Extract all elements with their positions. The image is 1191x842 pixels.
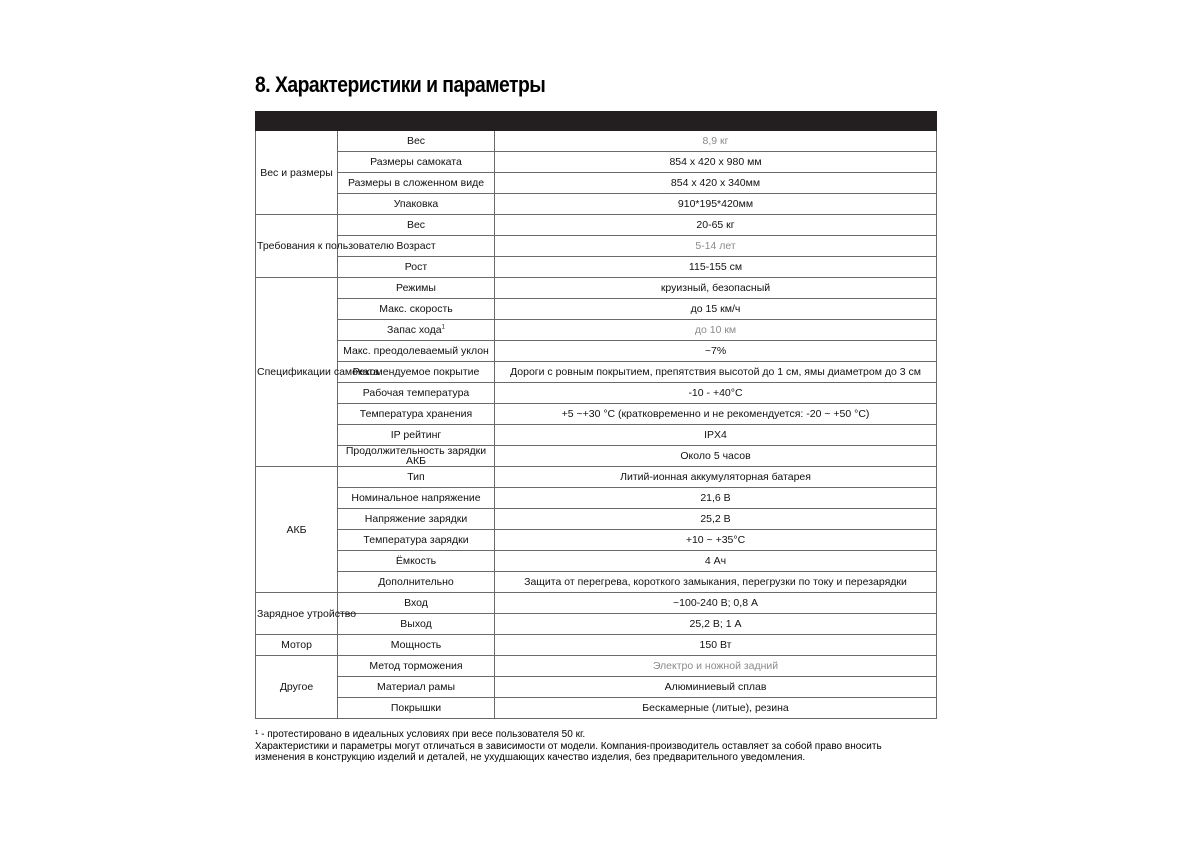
param-label: IP рейтинг [390,428,442,441]
param-label: Метод торможения [369,659,463,672]
table-row [256,635,937,656]
table-row [256,320,937,341]
table-row [256,530,937,551]
param-cell [338,530,495,551]
value-cell: 854 х 420 х 340мм [495,173,937,194]
table-row [256,425,937,446]
value-cell: 5-14 лет [495,236,937,257]
param-cell [338,362,495,383]
footnote-3: изменения в конструкцию изделий и деталей, не ухудшающих качество изделия, без предварительного уведомления. [255,752,806,763]
footnote-2: Характеристики и параметры могут отличаться в зависимости от модели. Компания-производитель оставляет за собой право вносить [255,740,882,752]
table-row [256,257,937,278]
param-label: Покрышки [390,701,442,714]
table-row [256,656,937,677]
param-cell [338,215,495,236]
param-cell [338,173,495,194]
param-label: Продолжительность зарядки АКБ [345,445,487,467]
param-label: Материал рамы [376,680,456,693]
param-cell [338,614,495,635]
table-row [256,173,937,194]
table-row [256,341,937,362]
value-cell: 854 х 420 х 980 мм [495,152,937,173]
value-cell: +5 ~+30 °C (кратковременно и не рекомендуется: -20 ~ +50 °C) [495,404,937,425]
param-cell [338,152,495,173]
param-label: Возраст [396,239,436,252]
param-cell [338,656,495,677]
value-cell: круизный, безопасный [495,278,937,299]
table-row [256,467,937,488]
group-label: Вес и размеры [256,131,338,215]
param-label: Размеры самоката [370,155,462,168]
param-cell [338,341,495,362]
table-row [256,383,937,404]
param-cell [338,425,495,446]
param-cell [338,698,495,719]
param-label: Напряжение зарядки [364,512,468,525]
param-label: Ёмкость [395,554,437,567]
group-label: Мотор [256,635,338,656]
param-cell [338,635,495,656]
table-row [256,278,937,299]
param-label: Макс. преодолеваемый уклон [343,344,489,357]
param-label: Мощность [390,638,442,651]
value-cell: 8,9 кг [495,131,937,152]
param-cell [338,572,495,593]
table-row [256,152,937,173]
table-row [256,131,937,152]
table-row [256,488,937,509]
table-row [256,299,937,320]
param-label: Тип [407,470,425,483]
param-cell [338,404,495,425]
group-label: Другое [256,656,338,719]
table-row [256,446,937,467]
footnote-1: ¹ - протестировано в идеальных условиях при весе пользователя 50 кг. [255,729,586,740]
param-label: Вход [404,596,428,609]
table-row [256,551,937,572]
value-cell: 21,6 В [495,488,937,509]
param-cell [338,131,495,152]
param-label: Рекомендуемое покрытие [352,365,480,378]
value-cell: 115-155 см [495,257,937,278]
param-label: Дополнительно [378,575,454,588]
table-row [256,362,937,383]
footnote-marker: 1 [441,324,445,330]
footnotes [255,729,955,764]
value-cell: ~100-240 В; 0,8 А [495,593,937,614]
page-title: 8. Характеристики и параметры [255,72,546,97]
value-cell: Дороги с ровным покрытием, препятствия высотой до 1 см, ямы диаметром до 3 см [495,362,937,383]
param-label: Температура хранения [359,407,473,420]
value-cell: 4 Ач [495,551,937,572]
header-cell-left [256,112,495,131]
param-label: Номинальное напряжение [351,491,481,504]
param-cell [338,446,495,467]
value-cell: Электро и ножной задний [495,656,937,677]
param-cell [338,677,495,698]
param-label: Рабочая температура [362,386,470,399]
value-cell: 25,2 В [495,509,937,530]
param-label: Запас хода [387,323,442,336]
group-label: Требования к пользователю [256,215,338,278]
value-cell: 20-65 кг [495,215,937,236]
value-cell: Около 5 часов [495,446,937,467]
value-cell: -10 - +40°C [495,383,937,404]
table-row [256,404,937,425]
table-row [256,698,937,719]
table-row [256,215,937,236]
param-cell [338,593,495,614]
param-label: Выход [400,617,432,630]
value-cell: IPX4 [495,425,937,446]
group-label: АКБ [256,467,338,593]
param-label: Упаковка [393,197,439,210]
param-cell [338,488,495,509]
table-row [256,614,937,635]
param-cell [338,257,495,278]
param-cell [338,467,495,488]
specs-table [255,111,937,719]
param-cell [338,383,495,404]
param-label: Макс. скорость [379,302,453,315]
value-cell: 910*195*420мм [495,194,937,215]
value-cell: Бескамерные (литые), резина [495,698,937,719]
param-label: Размеры в сложенном виде [347,176,485,189]
header-cell-right [495,112,937,131]
value-cell: 150 Вт [495,635,937,656]
param-cell [338,278,495,299]
param-cell [338,320,495,341]
group-label: Спецификации самоката [256,278,338,467]
table-row [256,572,937,593]
table-row [256,677,937,698]
value-cell: Литий-ионная аккумуляторная батарея [495,467,937,488]
param-label: Режимы [396,281,436,294]
value-cell: 25,2 В; 1 А [495,614,937,635]
value-cell: Защита от перегрева, короткого замыкания, перегрузки по току и перезарядки [495,572,937,593]
param-label: Вес [406,134,426,147]
value-cell: +10 ~ +35°C [495,530,937,551]
value-cell: до 10 км [495,320,937,341]
param-cell [338,299,495,320]
param-label: Температура зарядки [363,533,469,546]
value-cell: до 15 км/ч [495,299,937,320]
table-row [256,509,937,530]
param-cell [338,509,495,530]
param-cell [338,551,495,572]
param-label: Рост [404,260,428,273]
param-cell [338,194,495,215]
param-label: Вес [406,218,426,231]
table-row [256,593,937,614]
value-cell: ~7% [495,341,937,362]
table-header-bar [256,112,937,131]
value-cell: Алюминиевый сплав [495,677,937,698]
group-label: Зарядное утройство [256,593,338,635]
table-row [256,194,937,215]
